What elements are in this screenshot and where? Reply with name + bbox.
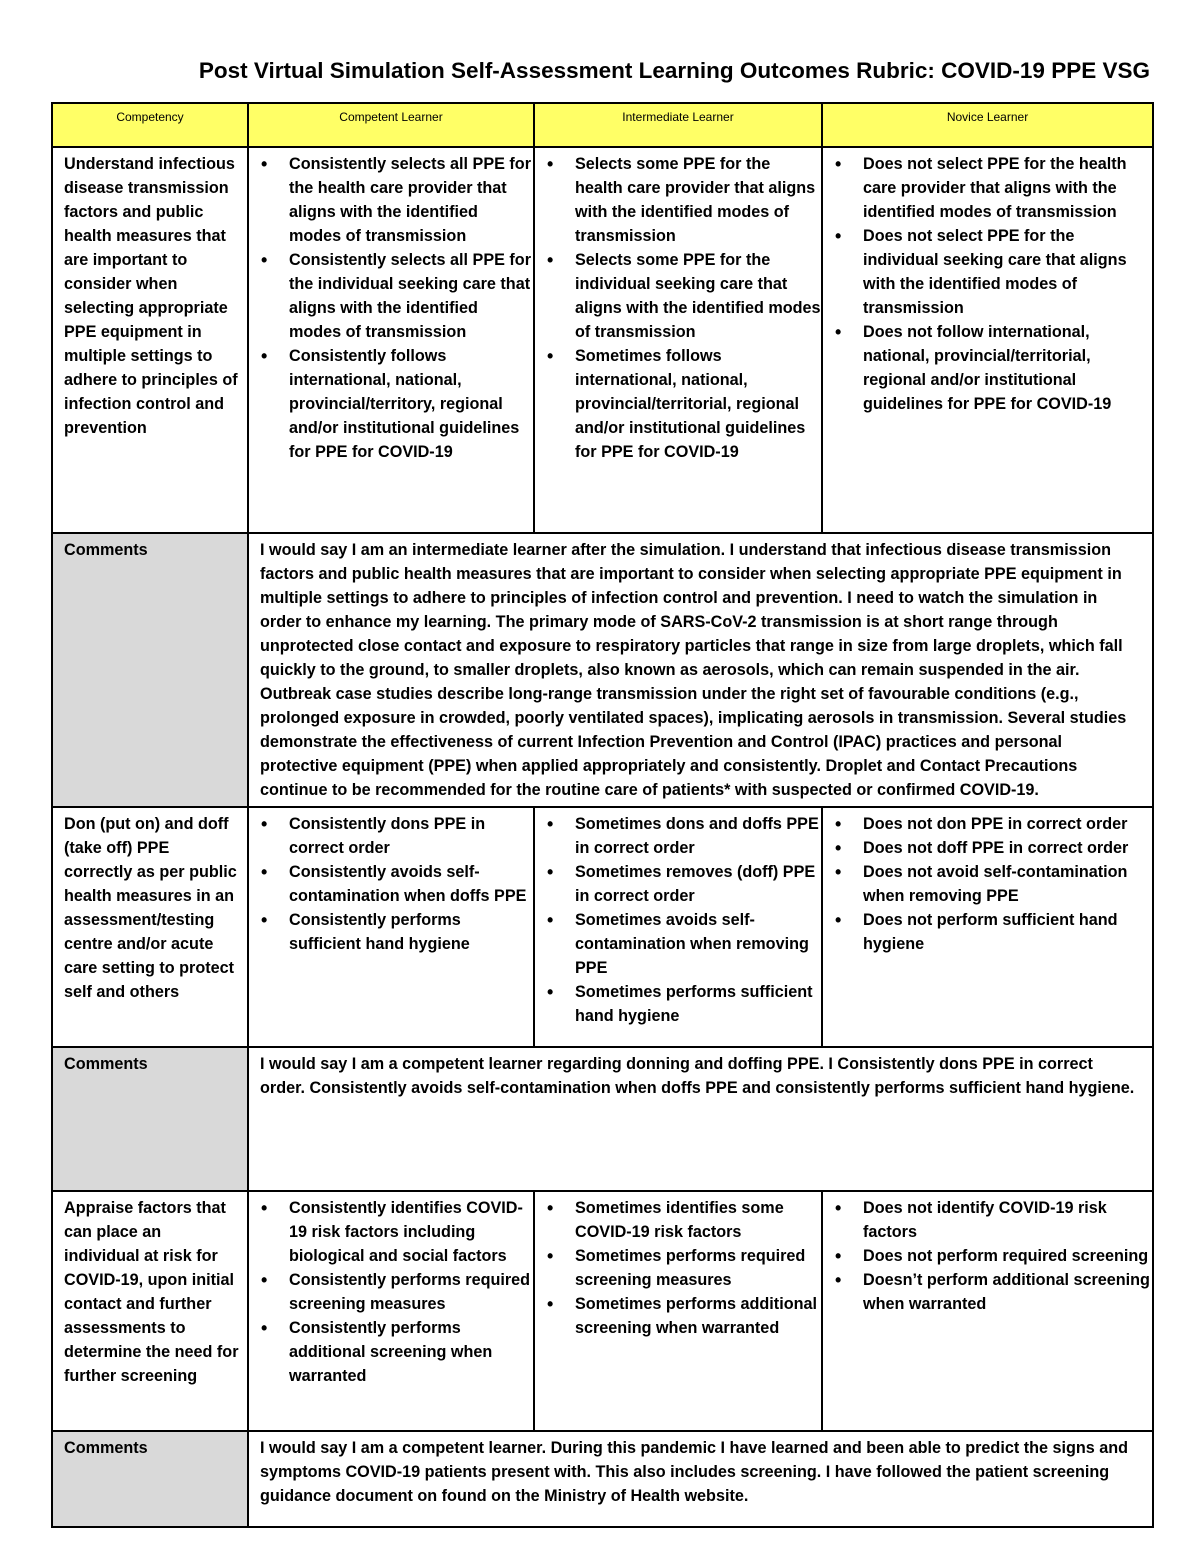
comment-text: I would say I am an intermediate learner after the simulation. I understand that infectious disease transmission factors and public health measures that are important to consider when selecting appropriate PPE equipment in multiple settings to adhere to principles of infection control and prevention. I need to watch the simulation in order to enhance my learning. The primary mode of SARS-CoV-2 transmission is at short range through unprotected close contact and exposure to respiratory particles that range in size from large droplets, which fall quickly to the ground, to smaller droplets, also known as aerosols, which can remain suspended in the air. Outbreak case studies describe long-range transmission under the right set of favourable conditions (e.g., prolonged exposure in crowded, poorly ventilated spaces), implicating aerosols in transmission. Several studies demonstrate the effectiveness of current Infection Prevention and Control (IPAC) practices and personal protective equipment (PPE) when applied appropriately and consistently. Droplet and Contact Precautions continue to be recommended for the routine care of patients* with suspected or confirmed COVID-19. <box>248 533 1153 807</box>
list-item: • Consistently dons PPE in correct order <box>249 812 533 860</box>
list-item: • Selects some PPE for the health care provider that aligns with the identified modes of transmission <box>535 152 821 248</box>
list-item: • Does not perform required screening <box>823 1244 1152 1268</box>
list-item: • Sometimes performs additional screening when warranted <box>535 1292 821 1340</box>
header-novice-learner: Novice Learner <box>822 103 1153 147</box>
list-item: • Sometimes removes (doff) PPE in correct order <box>535 860 821 908</box>
novice-cell <box>822 1191 1153 1431</box>
list-item: • Doesn’t perform additional screening when warranted <box>823 1268 1152 1316</box>
list-item: • Consistently performs required screening measures <box>249 1268 533 1316</box>
list-item: • Selects some PPE for the individual seeking care that aligns with the identified modes of transmission <box>535 248 821 344</box>
competent-cell <box>248 1191 534 1431</box>
list-item: • Consistently selects all PPE for the health care provider that aligns with the identified modes of transmission <box>249 152 533 248</box>
list-item: • Does not don PPE in correct order <box>823 812 1152 836</box>
competent-cell <box>248 147 534 533</box>
intermediate-cell <box>534 1191 822 1431</box>
rubric-row <box>52 807 1153 1047</box>
list-item: • Sometimes identifies some COVID-19 risk factors <box>535 1196 821 1244</box>
competency-cell: Understand infectious disease transmission factors and public health measures that are important to consider when selecting appropriate PPE equipment in multiple settings to adhere to principles of infection control and prevention <box>52 147 248 533</box>
novice-cell <box>822 147 1153 533</box>
comment-text: I would say I am a competent learner regarding donning and doffing PPE. I Consistently dons PPE in correct order. Consistently avoids self-contamination when doffs PPE and consistently performs sufficient hand hygiene. <box>248 1047 1153 1191</box>
list-item: • Consistently avoids self-contamination when doffs PPE <box>249 860 533 908</box>
list-item: • Consistently follows international, national, provincial/territory, regional and/or institutional guidelines for PPE for COVID-19 <box>249 344 533 464</box>
comments-row <box>52 533 1153 807</box>
list-item: • Does not doff PPE in correct order <box>823 836 1152 860</box>
list-item: • Sometimes follows international, national, provincial/territorial, regional and/or institutional guidelines for PPE for COVID-19 <box>535 344 821 464</box>
list-item: • Sometimes dons and doffs PPE in correct order <box>535 812 821 860</box>
competent-cell <box>248 807 534 1047</box>
list-item: • Consistently selects all PPE for the individual seeking care that aligns with the identified modes of transmission <box>249 248 533 344</box>
competency-cell: Don (put on) and doff (take off) PPE correctly as per public health measures in an assessment/testing centre and/or acute care setting to protect self and others <box>52 807 248 1047</box>
comments-row <box>52 1047 1153 1191</box>
header-competency: Competency <box>52 103 248 147</box>
header-competent-learner: Competent Learner <box>248 103 534 147</box>
list-item: • Sometimes avoids self-contamination when removing PPE <box>535 908 821 980</box>
rubric-row <box>52 147 1153 533</box>
list-item: • Consistently performs sufficient hand hygiene <box>249 908 533 956</box>
list-item: • Sometimes performs sufficient hand hygiene <box>535 980 821 1028</box>
list-item: • Consistently performs additional screening when warranted <box>249 1316 533 1388</box>
rubric-row <box>52 1191 1153 1431</box>
rubric-table <box>51 102 1154 1528</box>
comments-label: Comments <box>52 533 248 807</box>
list-item: • Consistently identifies COVID-19 risk factors including biological and social factors <box>249 1196 533 1268</box>
header-row <box>52 103 1153 147</box>
comments-row <box>52 1431 1153 1527</box>
page-title: Post Virtual Simulation Self-Assessment Learning Outcomes Rubric: COVID-19 PPE VSG <box>198 58 1150 83</box>
list-item: • Does not avoid self-contamination when removing PPE <box>823 860 1152 908</box>
intermediate-cell <box>534 147 822 533</box>
list-item: • Does not perform sufficient hand hygiene <box>823 908 1152 956</box>
comments-label: Comments <box>52 1047 248 1191</box>
comments-label: Comments <box>52 1431 248 1527</box>
list-item: • Does not identify COVID-19 risk factors <box>823 1196 1152 1244</box>
competency-cell: Appraise factors that can place an individual at risk for COVID-19, upon initial contact and further assessments to determine the need for further screening <box>52 1191 248 1431</box>
header-intermediate-learner: Intermediate Learner <box>534 103 822 147</box>
novice-cell <box>822 807 1153 1047</box>
list-item: • Does not select PPE for the health care provider that aligns with the identified modes of transmission <box>823 152 1152 224</box>
comment-text: I would say I am a competent learner. During this pandemic I have learned and been able to predict the signs and symptoms COVID-19 patients present with. This also includes screening. I have followed the patient screening guidance document on found on the Ministry of Health website. <box>248 1431 1153 1527</box>
intermediate-cell <box>534 807 822 1047</box>
list-item: • Does not select PPE for the individual seeking care that aligns with the identified modes of transmission <box>823 224 1152 320</box>
list-item: • Does not follow international, national, provincial/territorial, regional and/or institutional guidelines for PPE for COVID-19 <box>823 320 1152 416</box>
list-item: • Sometimes performs required screening measures <box>535 1244 821 1292</box>
